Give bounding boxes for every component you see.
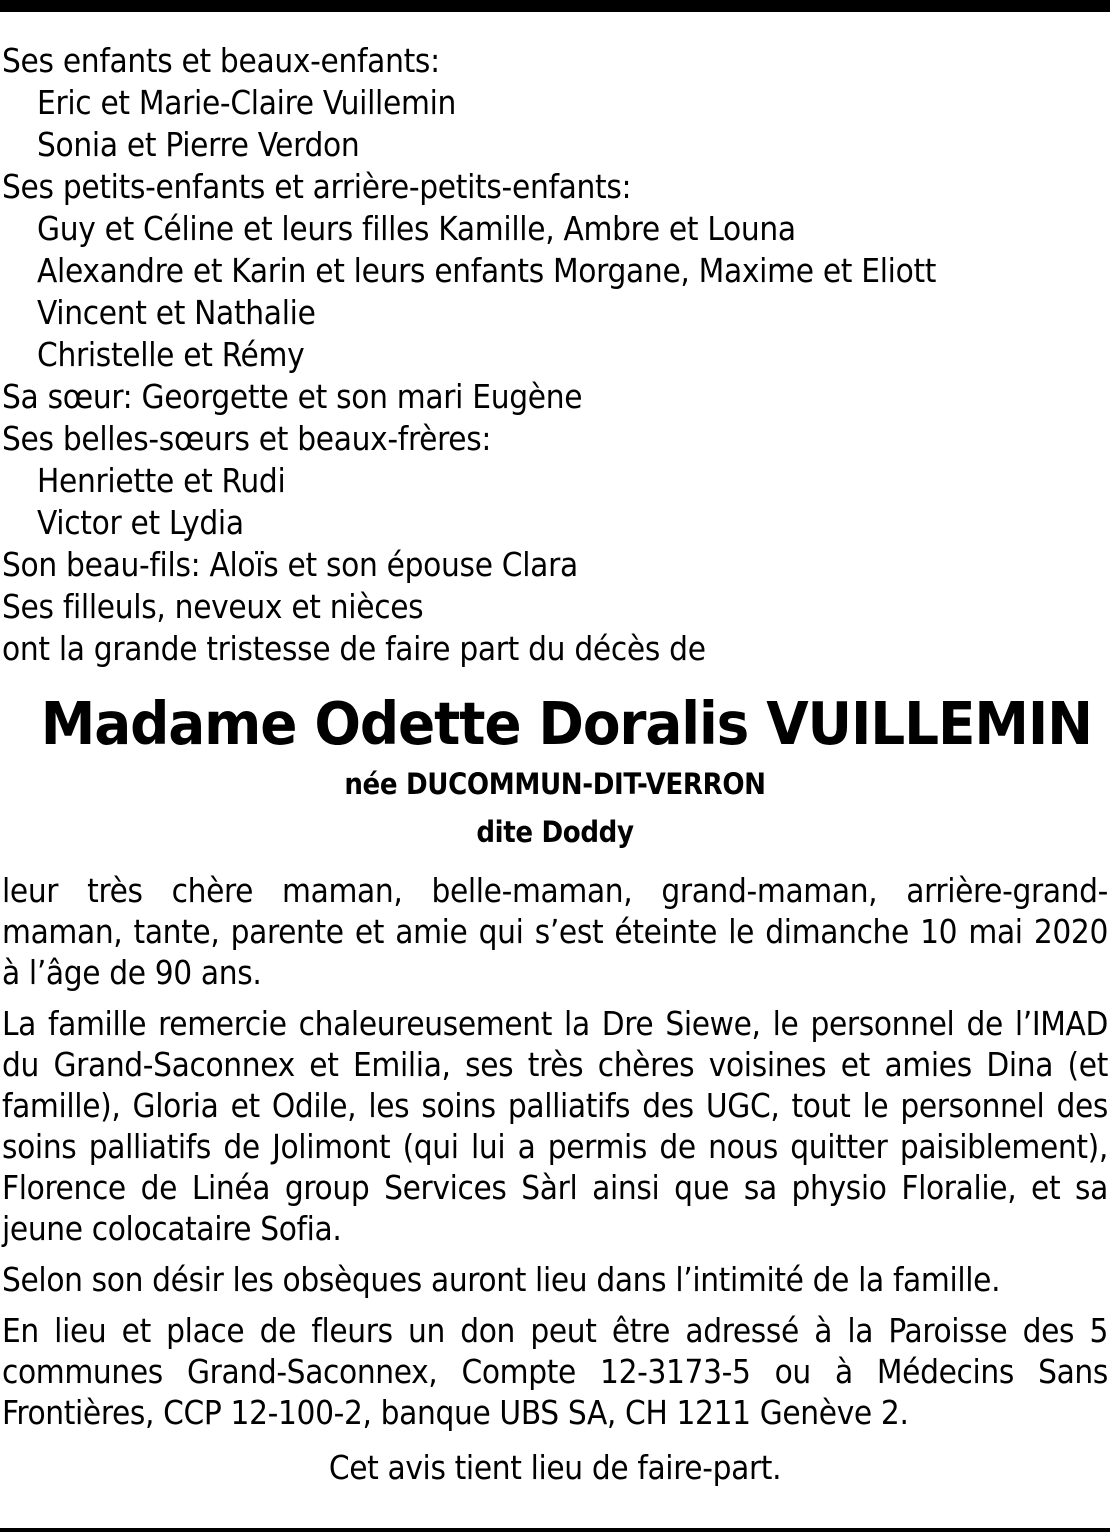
top-border-rule xyxy=(0,0,1110,12)
obituary-notice xyxy=(2,40,1108,1488)
grandchild-entry: Christelle et Rémy xyxy=(37,335,305,374)
deceased-name-block xyxy=(2,688,1108,854)
thanks-paragraph: La famille remercie chaleureusement la Dre Siewe, le personnel de l’IMAD du Grand-Saconnex et Emilia, ses très chères voisines et amies Dina (et famille), Gloria et Odile, les soins palliatifs des UGC, tout le personnel des soins palliatifs de Jolimont (qui lui a permis de nous quitter paisiblement), Florence de Linéa group Services Sàrl ainsi que sa physio Floralie, et sa jeune colocataire Sofia. xyxy=(2,1004,1108,1248)
grandchild-entry: Guy et Céline et leurs filles Kamille, Ambre et Louna xyxy=(37,209,796,248)
nickname: dite Doddy xyxy=(476,815,634,849)
deceased-name: Madame Odette Doralis VUILLEMIN xyxy=(40,689,1092,758)
grandchildren-label: Ses petits-enfants et arrière-petits-enfants: xyxy=(2,167,632,206)
family-list xyxy=(2,40,1108,670)
donation-paragraph: En lieu et place de fleurs un don peut être adressé à la Paroisse des 5 communes Grand-Saconnex, Compte 12-3173-5 ou à Médecins Sans Frontières, CCP 12-100-2, banque UBS SA, CH 1211 Genève 2. xyxy=(2,1311,1108,1432)
funeral-paragraph: Selon son désir les obsèques auront lieu dans l’intimité de la famille. xyxy=(2,1260,1001,1299)
grandchild-entry: Vincent et Nathalie xyxy=(37,293,316,332)
child-entry: Sonia et Pierre Verdon xyxy=(37,125,360,164)
godchildren-entry: Ses filleuls, neveux et nièces xyxy=(2,587,424,626)
in-laws-label: Ses belles-sœurs et beaux-frères: xyxy=(2,419,492,458)
announcement-line: ont la grande tristesse de faire part du décès de xyxy=(2,629,706,668)
sister-entry: Sa sœur: Georgette et son mari Eugène xyxy=(2,377,583,416)
in-law-entry: Henriette et Rudi xyxy=(37,461,286,500)
in-law-entry: Victor et Lydia xyxy=(37,503,244,542)
tribute-paragraph: leur très chère maman, belle-maman, grand-maman, arrière-grand-maman, tante, parente et amie qui s’est éteinte le dimanche 10 mai 2020 à l’âge de 90 ans. xyxy=(2,871,1108,992)
maiden-name: née DUCOMMUN-DIT-VERRON xyxy=(344,767,766,801)
stepson-entry: Son beau-fils: Aloïs et son épouse Clara xyxy=(2,545,578,584)
child-entry: Eric et Marie-Claire Vuillemin xyxy=(37,83,457,122)
grandchild-entry: Alexandre et Karin et leurs enfants Morgane, Maxime et Eliott xyxy=(37,251,937,290)
closing-line: Cet avis tient lieu de faire-part. xyxy=(328,1448,782,1487)
bottom-border-rule xyxy=(0,1528,1110,1532)
children-label: Ses enfants et beaux-enfants: xyxy=(2,41,440,80)
